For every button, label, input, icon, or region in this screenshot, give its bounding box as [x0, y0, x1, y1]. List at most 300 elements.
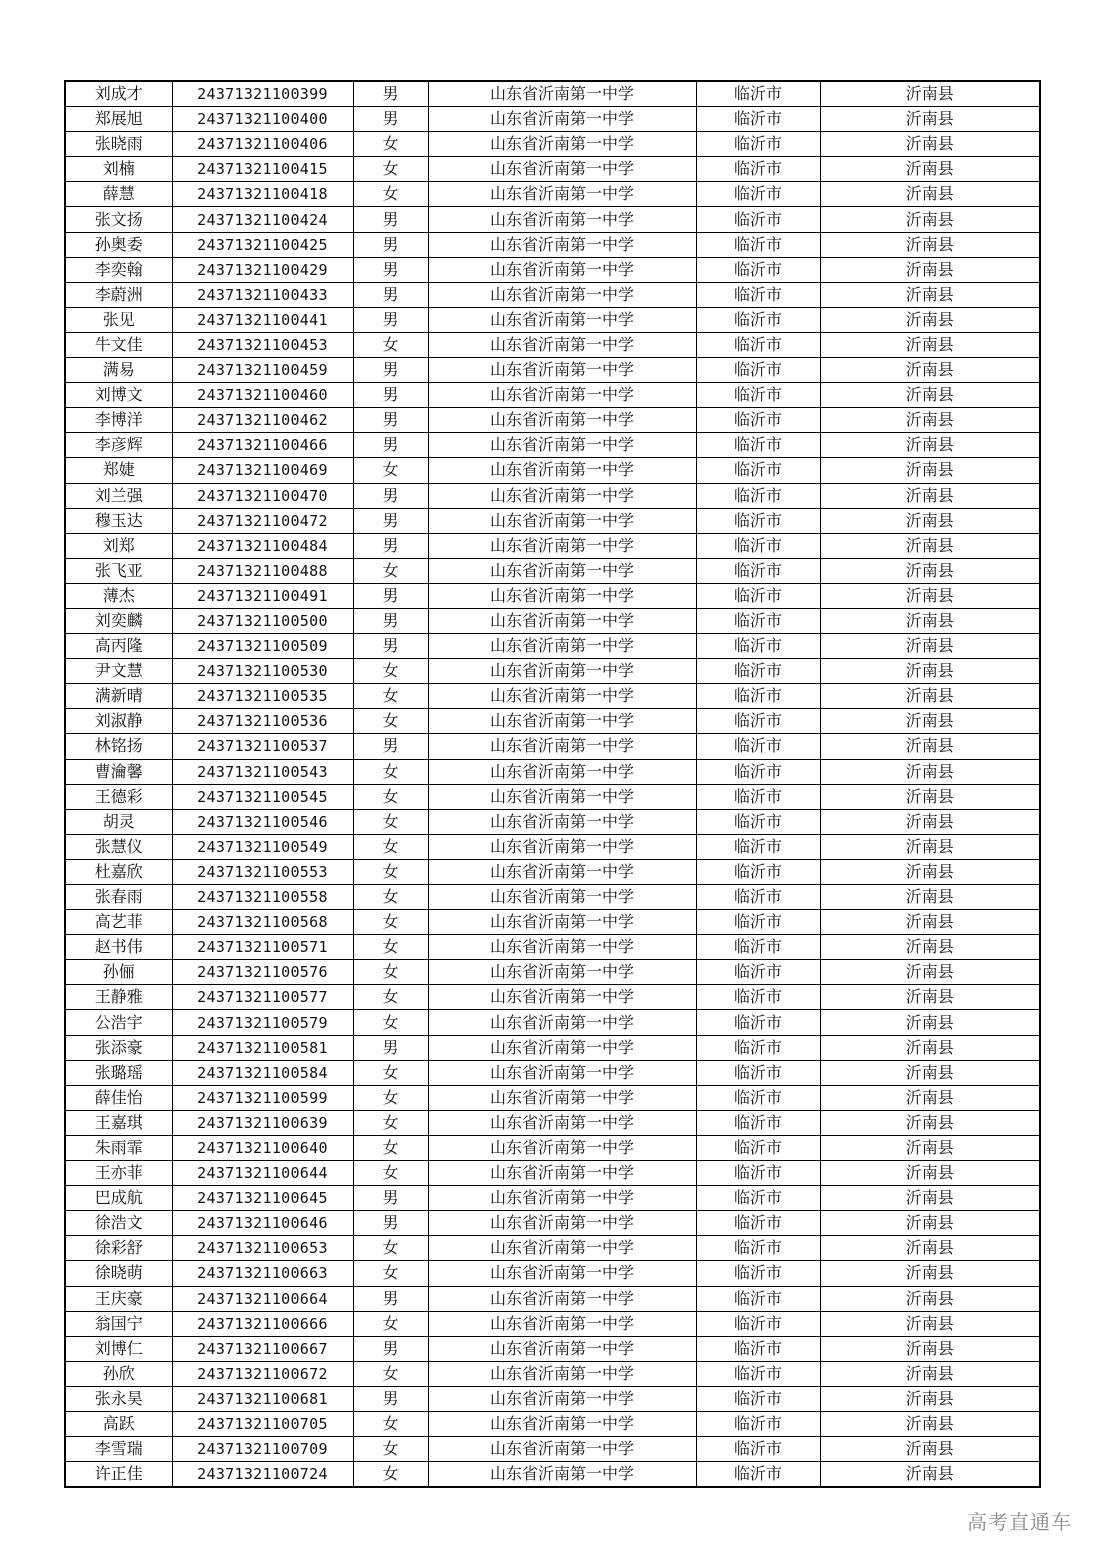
city-cell: 临沂市 [696, 558, 820, 583]
name-cell: 许正佳 [65, 1462, 172, 1488]
table-row [65, 1386, 1040, 1411]
city-cell: 临沂市 [696, 859, 820, 884]
gender-cell: 女 [353, 885, 428, 910]
table-row [65, 784, 1040, 809]
name-cell: 高丙隆 [65, 634, 172, 659]
gender-cell: 男 [353, 1386, 428, 1411]
school-cell: 山东省沂南第一中学 [428, 1261, 696, 1286]
city-cell: 临沂市 [696, 332, 820, 357]
exam-number-cell: 24371321100581 [172, 1035, 353, 1060]
table-row [65, 207, 1040, 232]
city-cell: 临沂市 [696, 307, 820, 332]
county-cell: 沂南县 [820, 132, 1040, 157]
table-row [65, 307, 1040, 332]
exam-number-cell: 24371321100543 [172, 759, 353, 784]
county-cell: 沂南县 [820, 1462, 1040, 1488]
table-row [65, 608, 1040, 633]
county-cell: 沂南县 [820, 182, 1040, 207]
exam-number-cell: 24371321100571 [172, 935, 353, 960]
county-cell: 沂南县 [820, 1386, 1040, 1411]
school-cell: 山东省沂南第一中学 [428, 1311, 696, 1336]
name-cell: 满新晴 [65, 684, 172, 709]
table-row [65, 1261, 1040, 1286]
table-row [65, 1010, 1040, 1035]
school-cell: 山东省沂南第一中学 [428, 383, 696, 408]
table-row [65, 358, 1040, 383]
table-row [65, 257, 1040, 282]
gender-cell: 男 [353, 207, 428, 232]
county-cell: 沂南县 [820, 1411, 1040, 1436]
table-row [65, 282, 1040, 307]
city-cell: 临沂市 [696, 433, 820, 458]
exam-number-cell: 24371321100681 [172, 1386, 353, 1411]
exam-number-cell: 24371321100429 [172, 257, 353, 282]
school-cell: 山东省沂南第一中学 [428, 1411, 696, 1436]
school-cell: 山东省沂南第一中学 [428, 433, 696, 458]
county-cell: 沂南县 [820, 332, 1040, 357]
exam-number-cell: 24371321100584 [172, 1060, 353, 1085]
gender-cell: 女 [353, 1010, 428, 1035]
city-cell: 临沂市 [696, 960, 820, 985]
name-cell: 王庆豪 [65, 1286, 172, 1311]
county-cell: 沂南县 [820, 358, 1040, 383]
gender-cell: 男 [353, 358, 428, 383]
gender-cell: 女 [353, 1236, 428, 1261]
county-cell: 沂南县 [820, 383, 1040, 408]
table-row [65, 1060, 1040, 1085]
school-cell: 山东省沂南第一中学 [428, 759, 696, 784]
school-cell: 山东省沂南第一中学 [428, 608, 696, 633]
school-cell: 山东省沂南第一中学 [428, 583, 696, 608]
school-cell: 山东省沂南第一中学 [428, 358, 696, 383]
school-cell: 山东省沂南第一中学 [428, 483, 696, 508]
school-cell: 山东省沂南第一中学 [428, 558, 696, 583]
name-cell: 孙欣 [65, 1361, 172, 1386]
school-cell: 山东省沂南第一中学 [428, 458, 696, 483]
table-row [65, 709, 1040, 734]
exam-number-cell: 24371321100577 [172, 985, 353, 1010]
gender-cell: 男 [353, 232, 428, 257]
city-cell: 临沂市 [696, 132, 820, 157]
table-row [65, 583, 1040, 608]
name-cell: 张永昊 [65, 1386, 172, 1411]
gender-cell: 男 [353, 533, 428, 558]
gender-cell: 男 [353, 508, 428, 533]
table-row [65, 182, 1040, 207]
exam-number-cell: 24371321100664 [172, 1286, 353, 1311]
school-cell: 山东省沂南第一中学 [428, 282, 696, 307]
name-cell: 杜嘉欣 [65, 859, 172, 884]
exam-number-cell: 24371321100462 [172, 408, 353, 433]
name-cell: 郑展旭 [65, 107, 172, 132]
county-cell: 沂南县 [820, 834, 1040, 859]
exam-number-cell: 24371321100441 [172, 307, 353, 332]
name-cell: 张见 [65, 307, 172, 332]
school-cell: 山东省沂南第一中学 [428, 132, 696, 157]
gender-cell: 女 [353, 659, 428, 684]
county-cell: 沂南县 [820, 107, 1040, 132]
gender-cell: 男 [353, 583, 428, 608]
city-cell: 临沂市 [696, 1286, 820, 1311]
table-row [65, 157, 1040, 182]
county-cell: 沂南县 [820, 1035, 1040, 1060]
school-cell: 山东省沂南第一中学 [428, 1010, 696, 1035]
city-cell: 临沂市 [696, 1261, 820, 1286]
table-row [65, 107, 1040, 132]
gender-cell: 男 [353, 1211, 428, 1236]
gender-cell: 男 [353, 634, 428, 659]
school-cell: 山东省沂南第一中学 [428, 232, 696, 257]
exam-number-cell: 24371321100549 [172, 834, 353, 859]
name-cell: 刘兰强 [65, 483, 172, 508]
county-cell: 沂南县 [820, 207, 1040, 232]
county-cell: 沂南县 [820, 483, 1040, 508]
name-cell: 刘郑 [65, 533, 172, 558]
name-cell: 高艺菲 [65, 910, 172, 935]
county-cell: 沂南县 [820, 759, 1040, 784]
table-row [65, 232, 1040, 257]
city-cell: 临沂市 [696, 483, 820, 508]
exam-number-cell: 24371321100646 [172, 1211, 353, 1236]
gender-cell: 男 [353, 1186, 428, 1211]
city-cell: 临沂市 [696, 759, 820, 784]
county-cell: 沂南县 [820, 508, 1040, 533]
county-cell: 沂南县 [820, 709, 1040, 734]
name-cell: 林铭扬 [65, 734, 172, 759]
table-row [65, 885, 1040, 910]
exam-number-cell: 24371321100470 [172, 483, 353, 508]
name-cell: 王静雅 [65, 985, 172, 1010]
gender-cell: 男 [353, 81, 428, 107]
exam-number-cell: 24371321100399 [172, 81, 353, 107]
city-cell: 临沂市 [696, 1437, 820, 1462]
county-cell: 沂南县 [820, 1236, 1040, 1261]
name-cell: 李彦辉 [65, 433, 172, 458]
name-cell: 朱雨霏 [65, 1135, 172, 1160]
school-cell: 山东省沂南第一中学 [428, 182, 696, 207]
school-cell: 山东省沂南第一中学 [428, 1361, 696, 1386]
school-cell: 山东省沂南第一中学 [428, 684, 696, 709]
gender-cell: 男 [353, 608, 428, 633]
table-row [65, 1311, 1040, 1336]
name-cell: 胡灵 [65, 809, 172, 834]
name-cell: 赵书伟 [65, 935, 172, 960]
gender-cell: 男 [353, 282, 428, 307]
table-row [65, 1161, 1040, 1186]
gender-cell: 女 [353, 1311, 428, 1336]
county-cell: 沂南县 [820, 1336, 1040, 1361]
city-cell: 临沂市 [696, 257, 820, 282]
city-cell: 临沂市 [696, 885, 820, 910]
name-cell: 薄杰 [65, 583, 172, 608]
city-cell: 临沂市 [696, 1135, 820, 1160]
city-cell: 临沂市 [696, 107, 820, 132]
name-cell: 张飞亚 [65, 558, 172, 583]
city-cell: 临沂市 [696, 608, 820, 633]
table-row [65, 960, 1040, 985]
city-cell: 临沂市 [696, 282, 820, 307]
name-cell: 曹瀹馨 [65, 759, 172, 784]
table-row [65, 935, 1040, 960]
name-cell: 李雪瑞 [65, 1437, 172, 1462]
exam-number-cell: 24371321100406 [172, 132, 353, 157]
county-cell: 沂南县 [820, 608, 1040, 633]
gender-cell: 女 [353, 834, 428, 859]
county-cell: 沂南县 [820, 659, 1040, 684]
exam-number-cell: 24371321100644 [172, 1161, 353, 1186]
county-cell: 沂南县 [820, 558, 1040, 583]
county-cell: 沂南县 [820, 1311, 1040, 1336]
exam-number-cell: 24371321100491 [172, 583, 353, 608]
county-cell: 沂南县 [820, 734, 1040, 759]
city-cell: 临沂市 [696, 358, 820, 383]
table-row [65, 659, 1040, 684]
county-cell: 沂南县 [820, 684, 1040, 709]
name-cell: 李博洋 [65, 408, 172, 433]
school-cell: 山东省沂南第一中学 [428, 257, 696, 282]
school-cell: 山东省沂南第一中学 [428, 834, 696, 859]
city-cell: 临沂市 [696, 709, 820, 734]
gender-cell: 女 [353, 182, 428, 207]
table-row [65, 81, 1040, 107]
name-cell: 刘博仁 [65, 1336, 172, 1361]
name-cell: 李奕翰 [65, 257, 172, 282]
exam-number-cell: 24371321100545 [172, 784, 353, 809]
table-row [65, 558, 1040, 583]
gender-cell: 女 [353, 809, 428, 834]
gender-cell: 女 [353, 709, 428, 734]
county-cell: 沂南县 [820, 910, 1040, 935]
county-cell: 沂南县 [820, 960, 1040, 985]
table-row [65, 1411, 1040, 1436]
name-cell: 王嘉琪 [65, 1110, 172, 1135]
gender-cell: 男 [353, 433, 428, 458]
name-cell: 刘楠 [65, 157, 172, 182]
gender-cell: 女 [353, 759, 428, 784]
county-cell: 沂南县 [820, 1060, 1040, 1085]
exam-number-cell: 24371321100500 [172, 608, 353, 633]
school-cell: 山东省沂南第一中学 [428, 1211, 696, 1236]
county-cell: 沂南县 [820, 1286, 1040, 1311]
exam-number-cell: 24371321100724 [172, 1462, 353, 1488]
gender-cell: 女 [353, 1437, 428, 1462]
county-cell: 沂南县 [820, 935, 1040, 960]
school-cell: 山东省沂南第一中学 [428, 307, 696, 332]
name-cell: 王亦菲 [65, 1161, 172, 1186]
gender-cell: 男 [353, 1336, 428, 1361]
county-cell: 沂南县 [820, 232, 1040, 257]
city-cell: 临沂市 [696, 383, 820, 408]
gender-cell: 男 [353, 734, 428, 759]
exam-number-cell: 24371321100472 [172, 508, 353, 533]
student-list-table [64, 80, 1041, 1488]
gender-cell: 女 [353, 1060, 428, 1085]
name-cell: 巴成航 [65, 1186, 172, 1211]
school-cell: 山东省沂南第一中学 [428, 659, 696, 684]
city-cell: 临沂市 [696, 935, 820, 960]
gender-cell: 女 [353, 1085, 428, 1110]
county-cell: 沂南县 [820, 81, 1040, 107]
school-cell: 山东省沂南第一中学 [428, 1386, 696, 1411]
gender-cell: 女 [353, 1135, 428, 1160]
table-row [65, 809, 1040, 834]
name-cell: 高跃 [65, 1411, 172, 1436]
exam-number-cell: 24371321100415 [172, 157, 353, 182]
name-cell: 徐浩文 [65, 1211, 172, 1236]
name-cell: 王德彩 [65, 784, 172, 809]
table-row [65, 132, 1040, 157]
county-cell: 沂南县 [820, 307, 1040, 332]
table-row [65, 985, 1040, 1010]
county-cell: 沂南县 [820, 257, 1040, 282]
gender-cell: 女 [353, 1161, 428, 1186]
county-cell: 沂南县 [820, 1110, 1040, 1135]
exam-number-cell: 24371321100459 [172, 358, 353, 383]
table-row [65, 508, 1040, 533]
school-cell: 山东省沂南第一中学 [428, 508, 696, 533]
county-cell: 沂南县 [820, 809, 1040, 834]
city-cell: 临沂市 [696, 1386, 820, 1411]
county-cell: 沂南县 [820, 1261, 1040, 1286]
county-cell: 沂南县 [820, 583, 1040, 608]
school-cell: 山东省沂南第一中学 [428, 935, 696, 960]
county-cell: 沂南县 [820, 282, 1040, 307]
exam-number-cell: 24371321100536 [172, 709, 353, 734]
city-cell: 临沂市 [696, 1060, 820, 1085]
school-cell: 山东省沂南第一中学 [428, 885, 696, 910]
county-cell: 沂南县 [820, 1010, 1040, 1035]
city-cell: 临沂市 [696, 734, 820, 759]
school-cell: 山东省沂南第一中学 [428, 1437, 696, 1462]
school-cell: 山东省沂南第一中学 [428, 107, 696, 132]
county-cell: 沂南县 [820, 1161, 1040, 1186]
county-cell: 沂南县 [820, 859, 1040, 884]
school-cell: 山东省沂南第一中学 [428, 1060, 696, 1085]
city-cell: 临沂市 [696, 659, 820, 684]
table-row [65, 1286, 1040, 1311]
name-cell: 刘奕麟 [65, 608, 172, 633]
city-cell: 临沂市 [696, 508, 820, 533]
table-row [65, 910, 1040, 935]
school-cell: 山东省沂南第一中学 [428, 784, 696, 809]
table-row [65, 634, 1040, 659]
exam-number-cell: 24371321100425 [172, 232, 353, 257]
city-cell: 临沂市 [696, 910, 820, 935]
city-cell: 临沂市 [696, 1462, 820, 1488]
exam-number-cell: 24371321100418 [172, 182, 353, 207]
school-cell: 山东省沂南第一中学 [428, 1186, 696, 1211]
watermark-text: 高考直通车 [967, 1510, 1072, 1534]
name-cell: 尹文慧 [65, 659, 172, 684]
gender-cell: 男 [353, 383, 428, 408]
school-cell: 山东省沂南第一中学 [428, 734, 696, 759]
city-cell: 临沂市 [696, 583, 820, 608]
name-cell: 徐彩舒 [65, 1236, 172, 1261]
school-cell: 山东省沂南第一中学 [428, 910, 696, 935]
school-cell: 山东省沂南第一中学 [428, 859, 696, 884]
gender-cell: 女 [353, 1462, 428, 1488]
city-cell: 临沂市 [696, 232, 820, 257]
exam-number-cell: 24371321100424 [172, 207, 353, 232]
school-cell: 山东省沂南第一中学 [428, 709, 696, 734]
name-cell: 张晓雨 [65, 132, 172, 157]
city-cell: 临沂市 [696, 634, 820, 659]
gender-cell: 女 [353, 859, 428, 884]
school-cell: 山东省沂南第一中学 [428, 1161, 696, 1186]
county-cell: 沂南县 [820, 408, 1040, 433]
city-cell: 临沂市 [696, 1311, 820, 1336]
exam-number-cell: 24371321100579 [172, 1010, 353, 1035]
exam-number-cell: 24371321100639 [172, 1110, 353, 1135]
city-cell: 临沂市 [696, 157, 820, 182]
table-row [65, 383, 1040, 408]
table-row [65, 1211, 1040, 1236]
table-row [65, 458, 1040, 483]
exam-number-cell: 24371321100645 [172, 1186, 353, 1211]
table-row [65, 1110, 1040, 1135]
gender-cell: 女 [353, 1110, 428, 1135]
city-cell: 临沂市 [696, 985, 820, 1010]
city-cell: 临沂市 [696, 533, 820, 558]
exam-number-cell: 24371321100469 [172, 458, 353, 483]
gender-cell: 女 [353, 1361, 428, 1386]
city-cell: 临沂市 [696, 1161, 820, 1186]
school-cell: 山东省沂南第一中学 [428, 1286, 696, 1311]
exam-number-cell: 24371321100709 [172, 1437, 353, 1462]
name-cell: 徐晓萌 [65, 1261, 172, 1286]
table-row [65, 1035, 1040, 1060]
name-cell: 刘成才 [65, 81, 172, 107]
city-cell: 临沂市 [696, 1211, 820, 1236]
exam-number-cell: 24371321100653 [172, 1236, 353, 1261]
school-cell: 山东省沂南第一中学 [428, 1035, 696, 1060]
gender-cell: 男 [353, 1035, 428, 1060]
table-body [65, 81, 1040, 1487]
exam-number-cell: 24371321100509 [172, 634, 353, 659]
exam-number-cell: 24371321100484 [172, 533, 353, 558]
table-row [65, 483, 1040, 508]
exam-number-cell: 24371321100553 [172, 859, 353, 884]
county-cell: 沂南县 [820, 634, 1040, 659]
county-cell: 沂南县 [820, 1186, 1040, 1211]
gender-cell: 女 [353, 1411, 428, 1436]
gender-cell: 女 [353, 985, 428, 1010]
gender-cell: 男 [353, 307, 428, 332]
city-cell: 临沂市 [696, 81, 820, 107]
county-cell: 沂南县 [820, 1211, 1040, 1236]
school-cell: 山东省沂南第一中学 [428, 1135, 696, 1160]
county-cell: 沂南县 [820, 433, 1040, 458]
school-cell: 山东省沂南第一中学 [428, 985, 696, 1010]
table-row [65, 759, 1040, 784]
county-cell: 沂南县 [820, 784, 1040, 809]
school-cell: 山东省沂南第一中学 [428, 157, 696, 182]
exam-number-cell: 24371321100672 [172, 1361, 353, 1386]
gender-cell: 男 [353, 107, 428, 132]
exam-number-cell: 24371321100530 [172, 659, 353, 684]
gender-cell: 女 [353, 458, 428, 483]
city-cell: 临沂市 [696, 1236, 820, 1261]
city-cell: 临沂市 [696, 1186, 820, 1211]
gender-cell: 女 [353, 157, 428, 182]
name-cell: 薛佳怡 [65, 1085, 172, 1110]
exam-number-cell: 24371321100663 [172, 1261, 353, 1286]
table-row [65, 1336, 1040, 1361]
county-cell: 沂南县 [820, 885, 1040, 910]
name-cell: 张璐瑶 [65, 1060, 172, 1085]
gender-cell: 女 [353, 332, 428, 357]
city-cell: 临沂市 [696, 1035, 820, 1060]
